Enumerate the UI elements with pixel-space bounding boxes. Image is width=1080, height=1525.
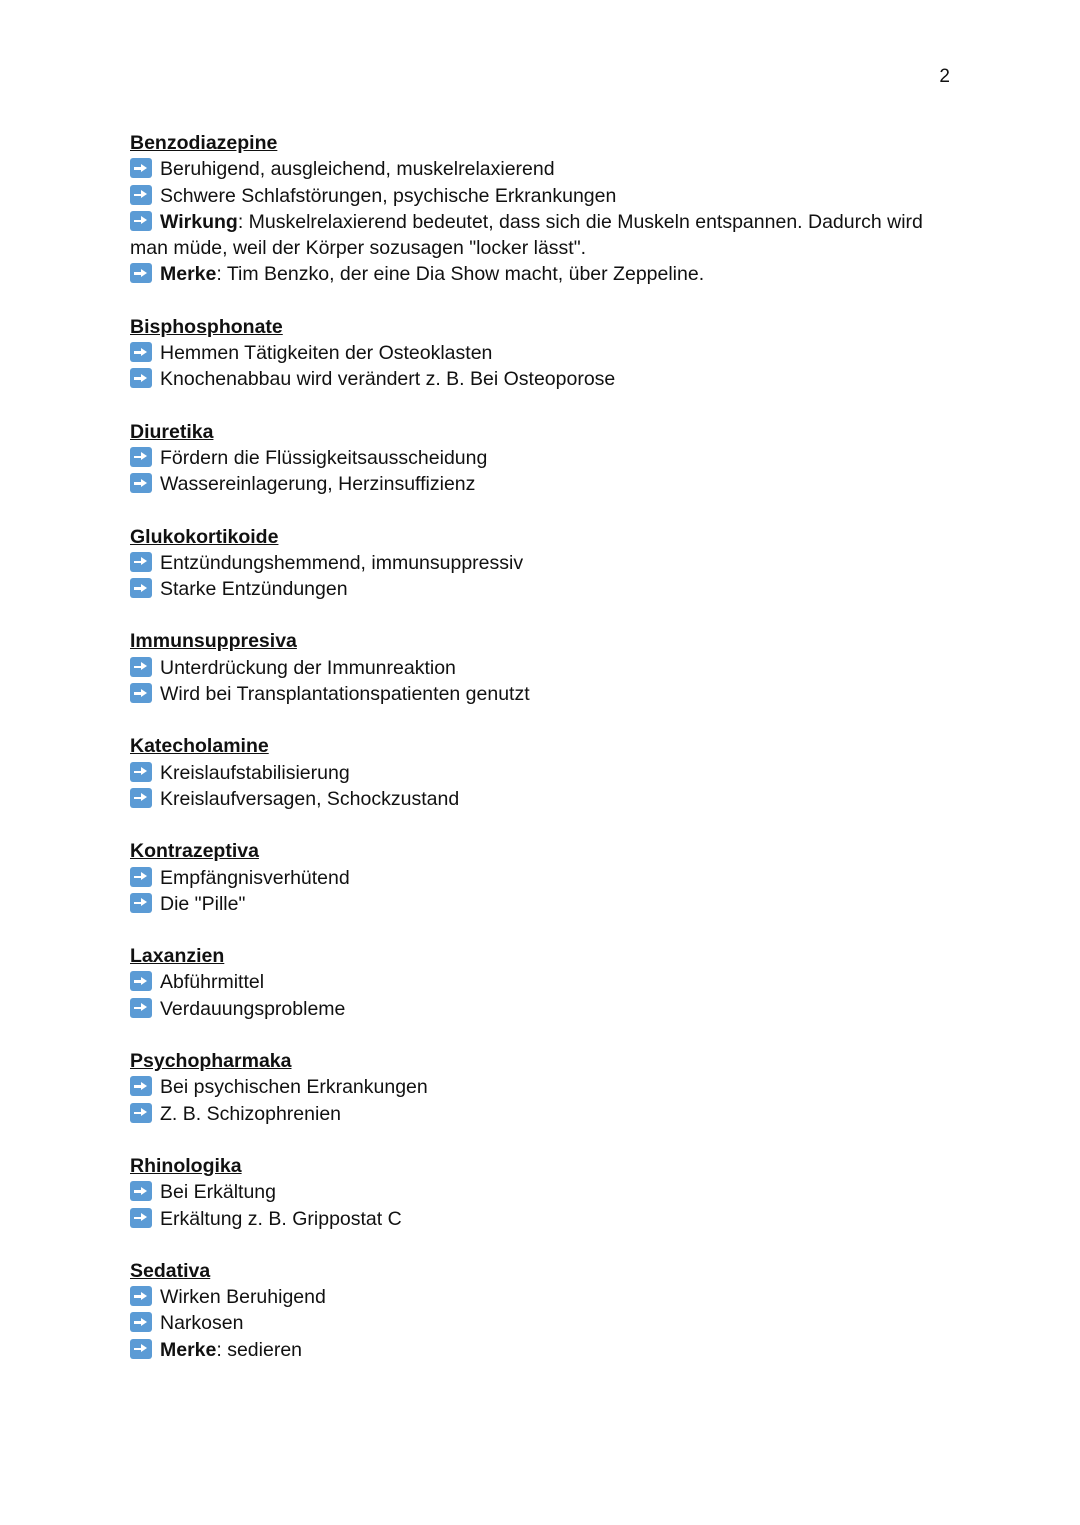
section-heading: Immunsuppresiva bbox=[130, 630, 297, 653]
section-katecholamine bbox=[130, 733, 950, 812]
bullet-item: Verdauungsprobleme bbox=[130, 996, 950, 1022]
arrow-right-icon bbox=[130, 211, 152, 231]
bullet-item: Fördern die Flüssigkeitsausscheidung bbox=[130, 445, 950, 471]
arrow-right-icon bbox=[130, 1312, 152, 1332]
section-heading: Psychopharmaka bbox=[130, 1050, 292, 1073]
arrow-right-icon bbox=[130, 1103, 152, 1123]
item-label: Merke bbox=[160, 263, 217, 286]
bullet-item: Kreislaufversagen, Schockzustand bbox=[130, 786, 950, 812]
arrow-right-icon bbox=[130, 762, 152, 782]
arrow-right-icon bbox=[130, 971, 152, 991]
bullet-item: Entzündungshemmend, immunsuppressiv bbox=[130, 550, 950, 576]
bullet-item: Unterdrückung der Immunreaktion bbox=[130, 655, 950, 681]
section-benzodiazepine bbox=[130, 130, 950, 288]
bullet-item: Bei Erkältung bbox=[130, 1179, 950, 1205]
section-laxanzien bbox=[130, 943, 950, 1022]
section-heading: Diuretika bbox=[130, 420, 214, 443]
section-glukokortikoide bbox=[130, 524, 950, 603]
section-immunsuppresiva bbox=[130, 628, 950, 707]
arrow-right-icon bbox=[130, 447, 152, 467]
bullet-item: Merke: Tim Benzko, der eine Dia Show macht, über Zeppeline. bbox=[130, 261, 950, 287]
bullet-item: Abführmittel bbox=[130, 969, 950, 995]
bullet-item: Starke Entzündungen bbox=[130, 576, 950, 602]
bullet-item: Z. B. Schizophrenien bbox=[130, 1101, 950, 1127]
item-label: Wirkung bbox=[160, 210, 238, 233]
bullet-item: Wirken Beruhigend bbox=[130, 1284, 950, 1310]
bullet-item: Knochenabbau wird verändert z. B. Bei Osteoporose bbox=[130, 366, 950, 392]
bullet-item: Beruhigend, ausgleichend, muskelrelaxierend bbox=[130, 156, 950, 182]
section-heading: Laxanzien bbox=[130, 945, 225, 968]
arrow-right-icon bbox=[130, 893, 152, 913]
bullet-item: Die "Pille" bbox=[130, 891, 950, 917]
arrow-right-icon bbox=[130, 1076, 152, 1096]
arrow-right-icon bbox=[130, 683, 152, 703]
bullet-item: Hemmen Tätigkeiten der Osteoklasten bbox=[130, 340, 950, 366]
section-heading: Glukokortikoide bbox=[130, 525, 279, 548]
section-sedativa bbox=[130, 1258, 950, 1363]
section-bisphosphonate bbox=[130, 314, 950, 393]
arrow-right-icon bbox=[130, 185, 152, 205]
section-heading: Kontrazeptiva bbox=[130, 840, 259, 863]
section-psychopharmaka bbox=[130, 1048, 950, 1127]
arrow-right-icon bbox=[130, 158, 152, 178]
section-rhinologika bbox=[130, 1153, 950, 1232]
section-kontrazeptiva bbox=[130, 838, 950, 917]
arrow-right-icon bbox=[130, 342, 152, 362]
bullet-item: Bei psychischen Erkrankungen bbox=[130, 1074, 950, 1100]
arrow-right-icon bbox=[130, 998, 152, 1018]
arrow-right-icon bbox=[130, 552, 152, 572]
arrow-right-icon bbox=[130, 867, 152, 887]
bullet-item: Wassereinlagerung, Herzinsuffizienz bbox=[130, 471, 950, 497]
section-heading: Rhinologika bbox=[130, 1154, 242, 1177]
arrow-right-icon bbox=[130, 1339, 152, 1359]
arrow-right-icon bbox=[130, 578, 152, 598]
bullet-item: Wirkung: Muskelrelaxierend bedeutet, dass sich die Muskeln entspannen. Dadurch wird man müde, weil der Körper sozusagen "locker lässt". bbox=[130, 210, 923, 260]
bullet-item: Narkosen bbox=[130, 1310, 950, 1336]
arrow-right-icon bbox=[130, 1181, 152, 1201]
bullet-item: Wird bei Transplantationspatienten genutzt bbox=[130, 681, 950, 707]
bullet-item: Kreislaufstabilisierung bbox=[130, 760, 950, 786]
bullet-item: Schwere Schlafstörungen, psychische Erkrankungen bbox=[130, 183, 950, 209]
arrow-right-icon bbox=[130, 657, 152, 677]
arrow-right-icon bbox=[130, 788, 152, 808]
document-body bbox=[130, 130, 950, 1389]
section-heading: Bisphosphonate bbox=[130, 315, 283, 338]
arrow-right-icon bbox=[130, 368, 152, 388]
section-diuretika bbox=[130, 419, 950, 498]
section-heading: Benzodiazepine bbox=[130, 132, 278, 154]
section-heading: Sedativa bbox=[130, 1259, 211, 1282]
section-heading: Katecholamine bbox=[130, 735, 269, 758]
bullet-item: Empfängnisverhütend bbox=[130, 865, 950, 891]
arrow-right-icon bbox=[130, 1208, 152, 1228]
arrow-right-icon bbox=[130, 263, 152, 283]
page-number: 2 bbox=[939, 66, 950, 87]
arrow-right-icon bbox=[130, 473, 152, 493]
item-label: Merke bbox=[160, 1338, 217, 1361]
bullet-item: Merke: sedieren bbox=[130, 1337, 950, 1363]
arrow-right-icon bbox=[130, 1286, 152, 1306]
bullet-item: Erkältung z. B. Grippostat C bbox=[130, 1206, 950, 1232]
